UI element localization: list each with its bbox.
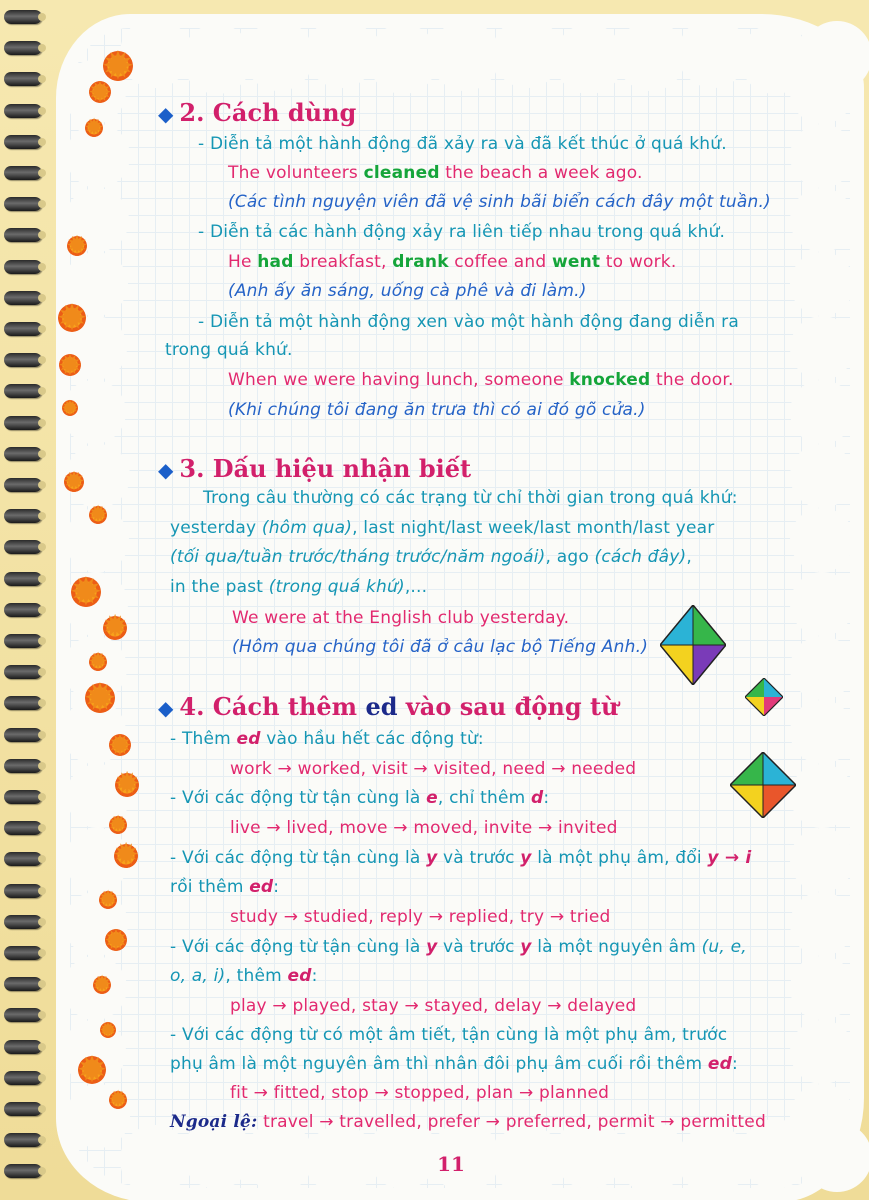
exception-label: Ngoại lệ: <box>170 1112 258 1132</box>
example-2: He had breakfast, drank coffee and went to work. <box>228 252 677 272</box>
example-3: When we were having lunch, someone knocked the door. <box>228 370 734 390</box>
usage-3-line-1: - Diễn tả một hành động xen vào một hành động đang diễn ra <box>198 312 739 332</box>
rule-4-line-1: - Với các động từ tận cùng là y và trước y là một nguyên âm (u, e, <box>170 937 747 957</box>
rule-3-examples: study → studied, reply → replied, try → tried <box>230 907 611 927</box>
rule-2: - Với các động từ tận cùng là e, chỉ thêm d: <box>170 788 550 808</box>
signs-example: We were at the English club yesterday. <box>232 608 570 628</box>
diamond-bullet-icon: ◆ <box>158 458 174 482</box>
rule-3-line-2: rồi thêm ed: <box>170 877 280 897</box>
signs-line-2: yesterday (hôm qua), last night/last week/last month/last year <box>170 518 715 538</box>
example-2-translation: (Anh ấy ăn sáng, uống cà phê và đi làm.) <box>228 281 587 301</box>
rule-2-examples: live → lived, move → moved, invite → invited <box>230 818 618 838</box>
diamond-bullet-icon: ◆ <box>158 696 174 720</box>
section-4-heading: ◆ 4. Cách thêm ed vào sau động từ <box>158 692 619 721</box>
section-2-heading: ◆ 2. Cách dùng <box>158 98 357 127</box>
example-3-translation: (Khi chúng tôi đang ăn trưa thì có ai đó gõ cửa.) <box>228 400 646 420</box>
example-1-translation: (Các tình nguyện viên đã vệ sinh bãi biển cách đây một tuần.) <box>228 192 771 212</box>
usage-1: - Diễn tả một hành động đã xảy ra và đã kết thúc ở quá khứ. <box>198 134 727 154</box>
diamond-bullet-icon: ◆ <box>158 102 174 126</box>
rule-5-line-2: phụ âm là một nguyên âm thì nhân đôi phụ âm cuối rồi thêm ed: <box>170 1054 738 1074</box>
rule-4-line-2: o, a, i), thêm ed: <box>170 966 318 986</box>
signs-example-translation: (Hôm qua chúng tôi đã ở câu lạc bộ Tiếng Anh.) <box>232 637 649 657</box>
usage-2: - Diễn tả các hành động xảy ra liên tiếp nhau trong quá khứ. <box>198 222 726 242</box>
rule-1: - Thêm ed vào hầu hết các động từ: <box>170 729 484 749</box>
rule-5-examples: fit → fitted, stop → stopped, plan → planned <box>230 1083 610 1103</box>
signs-line-4: in the past (trong quá khứ),... <box>170 577 428 597</box>
page-number: 11 <box>437 1152 465 1176</box>
rule-3-line-1: - Với các động từ tận cùng là y và trước y là một phụ âm, đổi y → i <box>170 848 752 868</box>
rule-4-examples: play → played, stay → stayed, delay → delayed <box>230 996 637 1016</box>
rule-1-examples: work → worked, visit → visited, need → needed <box>230 759 637 779</box>
section-3-heading: ◆ 3. Dấu hiệu nhận biết <box>158 454 472 483</box>
signs-line-1: Trong câu thường có các trạng từ chỉ thời gian trong quá khứ: <box>203 488 738 508</box>
usage-3-line-2: trong quá khứ. <box>165 340 293 360</box>
signs-line-3: (tối qua/tuần trước/tháng trước/năm ngoái), ago (cách đây), <box>170 547 692 567</box>
exception-line: Ngoại lệ: travel → travelled, prefer → preferred, permit → permitted <box>170 1112 766 1132</box>
example-1: The volunteers cleaned the beach a week ago. <box>228 163 643 183</box>
rule-5-line-1: - Với các động từ có một âm tiết, tận cùng là một phụ âm, trước <box>170 1025 728 1045</box>
